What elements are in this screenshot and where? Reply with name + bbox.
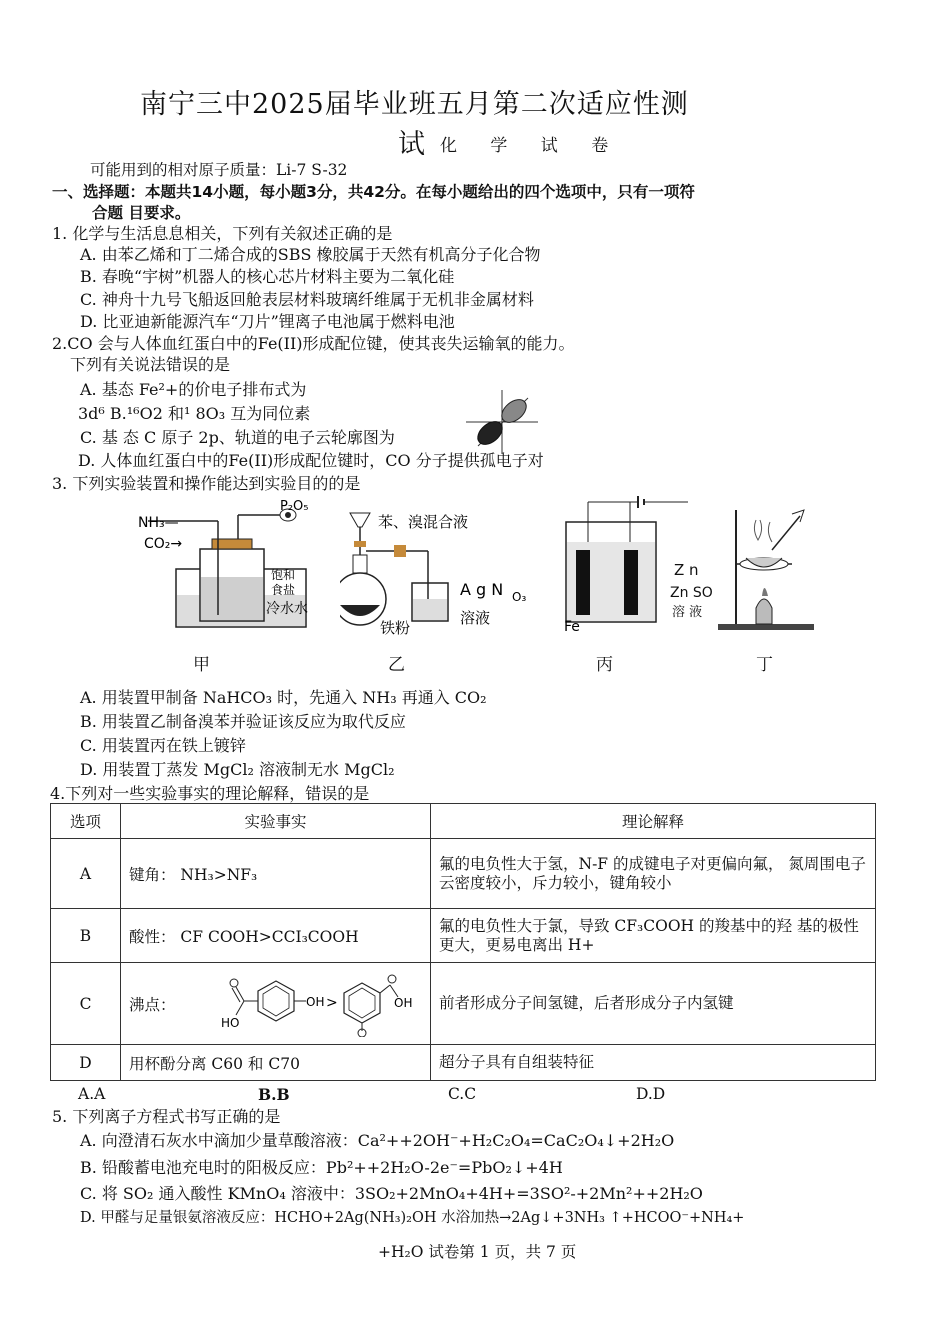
q3-option-b: B. 用装置乙制备溴苯并验证该反应为取代反应 — [80, 712, 406, 731]
q2-option-a: A. 基态 Fe²+的价电子排布式为 — [80, 380, 307, 399]
page-title-cont: 试 — [398, 129, 425, 160]
atomic-masses: 可能用到的相对原子质量：Li-7 S-32 — [90, 161, 348, 179]
ortho-oh: OH — [393, 995, 412, 1010]
section-heading-2: 合题 目要求。 — [92, 204, 191, 222]
q3-option-d: D. 用装置丁蒸发 MgCl₂ 溶液制无水 MgCl₂ — [80, 760, 395, 779]
label-solution: 溶液 — [460, 609, 491, 627]
q1-option-a: A. 由苯乙烯和丁二烯合成的SBS 橡胶属于天然有机高分子化合物 — [80, 245, 541, 264]
row-b-fact: 酸性： CF COOH>CCI₃COOH — [121, 909, 431, 963]
table-header-row — [51, 804, 876, 839]
row-d-explain: 超分子具有自组装特征 — [431, 1045, 876, 1081]
q5-option-b: B. 铅酸蓄电池充电时的阳极反应：Pb²++2H₂O-2e⁻=PbO₂↓+4H — [80, 1158, 563, 1177]
q4-stem: 4.下列对一些实验事实的理论解释，错误的是 — [50, 784, 370, 803]
q3-option-c: C. 用装置丙在铁上镀锌 — [80, 736, 246, 755]
apparatus-ding — [712, 500, 817, 632]
q1-stem: 1. 化学与生活息息相关，下列有关叙述正确的是 — [52, 224, 393, 243]
q1-option-c: C. 神舟十九号飞船返回舱表层材料玻璃纤维属于无机非金属材料 — [80, 290, 534, 309]
label-p2o5: P₂O₅ — [280, 499, 309, 514]
label-benzene: 苯、溴混合液 — [378, 513, 469, 531]
label-sat1: 饱和 — [271, 568, 296, 582]
table-row — [51, 909, 876, 963]
label-ding: 丁 — [756, 655, 773, 675]
q5-option-c: C. 将 SO₂ 通入酸性 KMnO₄ 溶液中：3SO₂+2MnO₄+4H+=3SO²-+2Mn²++2H₂O — [80, 1184, 703, 1203]
q3-stem: 3. 下列实验装置和操作能达到实验目的的是 — [52, 474, 361, 493]
label-agno3-sub: O₃ — [512, 590, 527, 604]
label-znso: Zn SO — [670, 585, 713, 601]
label-bing: 丙 — [596, 655, 613, 675]
label-yi: 乙 — [388, 655, 405, 675]
q5-stem: 5. 下列离子方程式书写正确的是 — [52, 1107, 281, 1126]
label-jia: 甲 — [193, 655, 210, 675]
row-a-option: A — [51, 839, 121, 909]
row-d-option: D — [51, 1045, 121, 1081]
page-title: 南宁三中2025届毕业班五月第二次适应性测 — [140, 89, 689, 120]
label-agno3: A g N — [460, 580, 504, 599]
q5-option-a: A. 向澄清石灰水中滴加少量草酸溶液：Ca²++2OH⁻+H₂C₂O₄=CaC₂O₄↓+2H₂O — [80, 1131, 675, 1150]
row-a-explain: 氟的电负性大于氢，N-F 的成键电子对更偏向氟， 氮周围电子云密度较小，斥力较小，键角较小 — [431, 839, 876, 909]
q3-option-a: A. 用装置甲制备 NaHCO₃ 时，先通入 NH₃ 再通入 CO₂ — [80, 688, 487, 707]
label-fe: Fe — [564, 619, 580, 635]
label-cold-water: 冷水水 — [266, 601, 308, 617]
q1-option-d: D. 比亚迪新能源汽车“刀片”锂离子电池属于燃料电池 — [80, 312, 455, 331]
q2-option-c: C. 基 态 C 原子 2p、轨道的电子云轮廓图为 — [80, 428, 395, 447]
q2-stem-2: 下列有关说法错误的是 — [70, 355, 231, 374]
table-row — [51, 963, 876, 1045]
q2-option-b: 3d⁶ B.¹⁶O2 和¹ 8O₃ 互为同位素 — [78, 404, 311, 423]
row-d-fact: 用杯酚分离 C60 和 C70 — [121, 1045, 431, 1081]
label-sat2: 食盐 — [271, 583, 296, 597]
para-ho: HO — [220, 1015, 239, 1030]
row-b-option: B — [51, 909, 121, 963]
page-subtitle: 化 学 试 卷 — [440, 136, 623, 156]
p-orbital-figure — [462, 386, 542, 458]
page-footer: +H₂O 试卷第 1 页，共 7 页 — [378, 1243, 577, 1261]
q4-choice-d: D.D — [636, 1085, 666, 1103]
row-c-fact-cell — [121, 963, 431, 1045]
label-zn: Z n — [674, 561, 699, 579]
row-b-explain: 氟的电负性大于氯，导致 CF₃COOH 的羧基中的羟 基的极性更大，更易电离出 H+ — [431, 909, 876, 963]
apparatus-yi — [340, 505, 540, 640]
row-c-option: C — [51, 963, 121, 1045]
q4-choice-c: C.C — [448, 1085, 477, 1103]
para-oh: OH — [305, 994, 324, 1009]
q4-table — [50, 803, 876, 1081]
label-nh3: NH₃— — [138, 515, 179, 531]
hydroxybenzoic-structures — [176, 971, 416, 1037]
table-row — [51, 1045, 876, 1081]
apparatus-jia — [138, 495, 328, 635]
row-c-explain: 前者形成分子间氢键，后者形成分子内氢键 — [431, 963, 876, 1045]
bp-gt: > — [325, 994, 338, 1011]
q4-choice-a: A.A — [78, 1085, 106, 1103]
header-option: 选项 — [51, 804, 121, 839]
label-iron-powder: 铁粉 — [380, 619, 411, 637]
label-co2: CO₂→ — [144, 536, 183, 552]
row-c-fact: 沸点： — [129, 995, 176, 1014]
header-fact: 实验事实 — [121, 804, 431, 839]
q4-choice-b: B.B — [258, 1085, 290, 1104]
section-heading: 一、选择题：本题共14小题，每小题3分，共42分。在每小题给出的四个选项中，只有一项符 — [52, 183, 695, 201]
row-a-fact: 键角： NH₃>NF₃ — [121, 839, 431, 909]
q5-option-d: D. 甲醛与足量银氨溶液反应：HCHO+2Ag(NH₃)₂OH 水浴加热→2Ag↓+3NH₃ ↑+HCOO⁻+NH₄+ — [80, 1210, 745, 1226]
q2-option-d: D. 人体血红蛋白中的Fe(II)形成配位键时，CO 分子提供孤电子对 — [78, 451, 544, 470]
q1-option-b: B. 春晚“宇树”机器人的核心芯片材料主要为二氧化硅 — [80, 267, 455, 286]
table-row — [51, 839, 876, 909]
header-explanation: 理论解释 — [431, 804, 876, 839]
q2-stem: 2.CO 会与人体血红蛋白中的Fe(II)形成配位键，使其丧失运输氧的能力。 — [52, 334, 575, 353]
label-sol2: 溶 液 — [672, 605, 703, 620]
